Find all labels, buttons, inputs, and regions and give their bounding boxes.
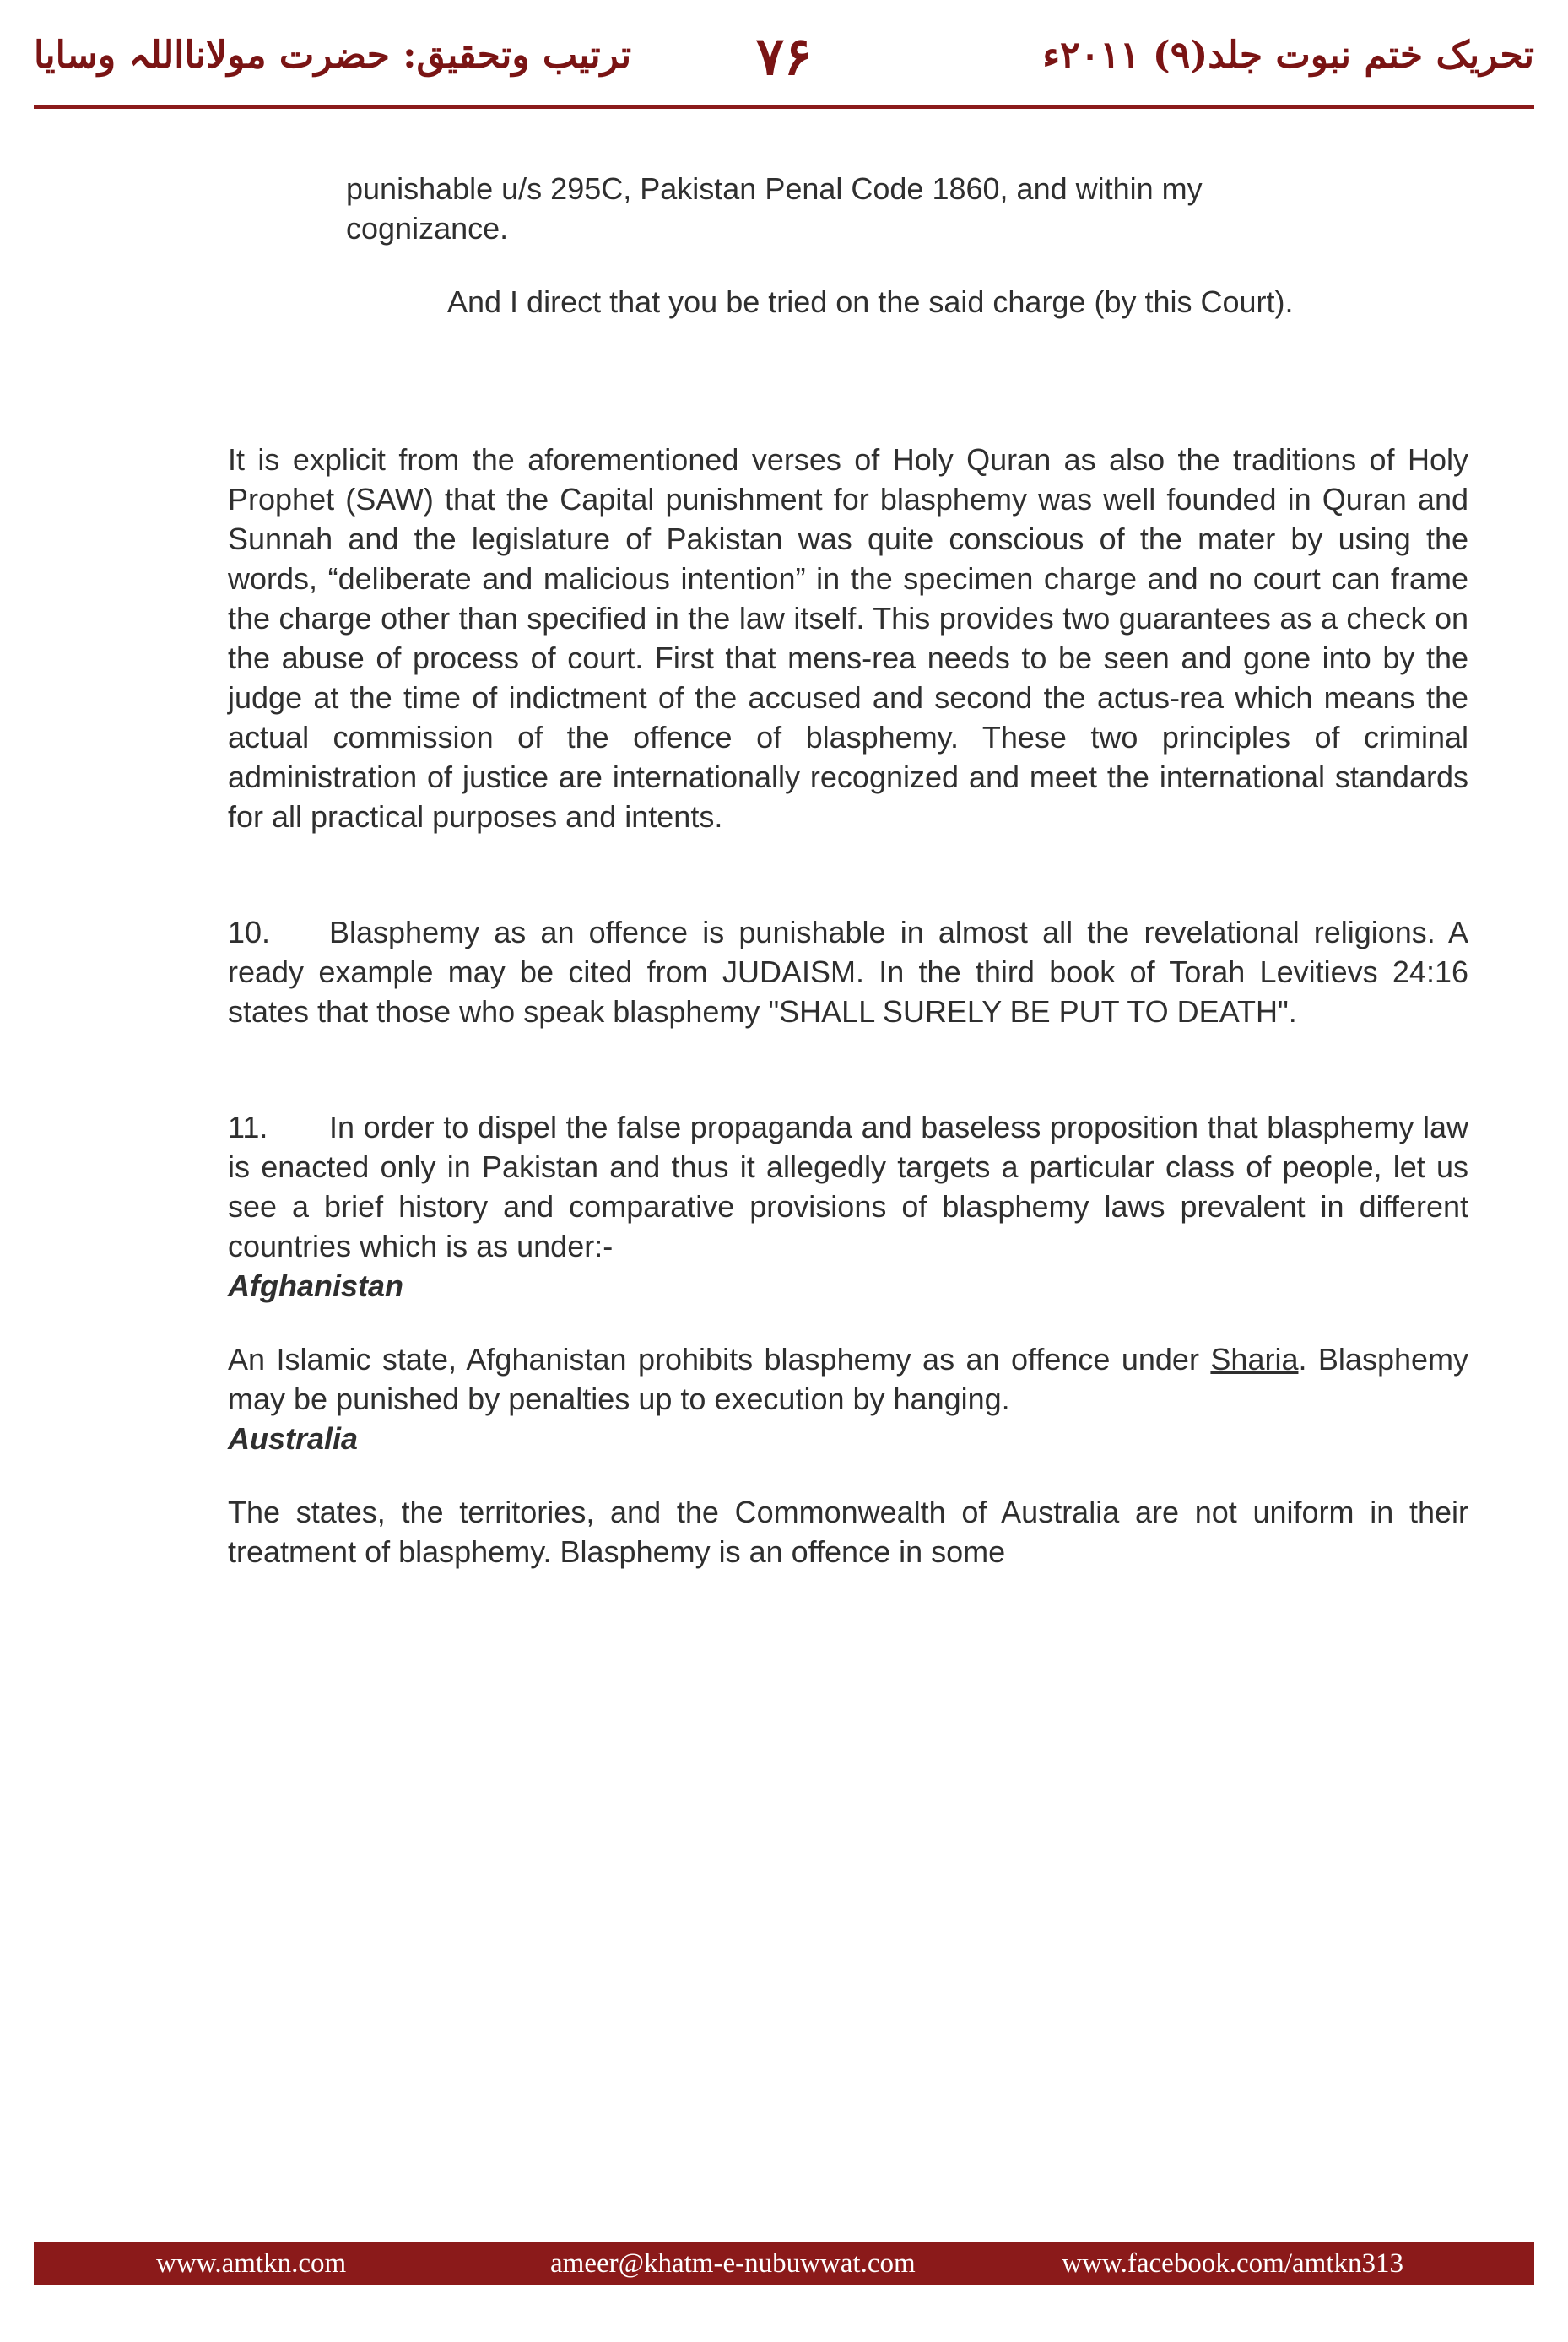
heading-australia: Australia <box>228 1421 359 1456</box>
header-book-title: تحریک ختم نبوت جلد(۹) ۲۰۱۱ء <box>1042 34 1534 77</box>
paragraph-text: In order to dispel the false propaganda and baseless proposition that blasphemy law is enacted only in Pakistan and thus it allegedly targets a particular class of people, let us see a brief history and comparative provisions of blasphemy laws prevalent in different countries which is as under:- <box>228 1110 1468 1263</box>
paragraph-explicit: It is explicit from the aforementioned verses of Holy Quran as also the traditions of Holy Prophet (SAW) that the Capital punishment for blasphemy was well founded in Quran and Sunnah and the legislature of Pakistan was quite conscious of the mater by using the words, “deliberate and malicious intention” in the specimen charge and no court can frame the charge other than specified in the law itself. This provides two guarantees as a check on the abuse of process of court. First that mens-rea needs to be seen and gone into by the judge at the time of indictment of the accused and second the actus-rea which means the actual commission of the offence of blasphemy. These two principles of criminal administration of justice are internationally recognized and meet the international standards for all practical purposes and intents. <box>228 442 1468 834</box>
paragraph-11 <box>228 1107 1468 1266</box>
paragraph-number: 11. <box>228 1110 268 1144</box>
charge-line-2: cognizance. <box>346 211 509 246</box>
header-divider <box>34 105 1534 109</box>
paragraph-number: 10. <box>228 915 271 949</box>
paragraph-10 <box>228 912 1468 1031</box>
paragraph-afghanistan <box>228 1339 1468 1419</box>
paragraph-text: Blasphemy as an offence is punishable in almost all the revelational religions. A ready example may be cited from JUDAISM. In the third book of Torah Levitievs 24:16 states that those who speak blasphemy "SHALL SURELY BE PUT TO DEATH". <box>228 915 1468 1029</box>
header-compiler: ترتیب وتحقیق: حضرت مولانااللہ وسایا <box>34 34 632 77</box>
afghanistan-text-b: . Blasphemy may be punished by penalties up to execution by hanging. <box>228 1342 1468 1416</box>
document-body <box>228 169 1468 1571</box>
facebook-link[interactable]: www.facebook.com/amtkn313 <box>1062 2248 1403 2279</box>
charge-continuation <box>228 169 1468 248</box>
page-header <box>0 0 1568 118</box>
charge-line-1: punishable u/s 295C, Pakistan Penal Code 1860, and within my <box>346 171 1203 206</box>
direction-line: And I direct that you be tried on the said charge (by this Court). <box>447 284 1294 319</box>
heading-afghanistan: Afghanistan <box>228 1268 404 1303</box>
email-link[interactable]: ameer@khatm-e-nubuwwat.com <box>550 2248 916 2279</box>
paragraph-australia: The states, the territories, and the Commonwealth of Australia are not uniform in their treatment of blasphemy. Blasphemy is an offence in some <box>228 1495 1468 1569</box>
page-footer <box>34 2242 1534 2285</box>
website-link[interactable]: www.amtkn.com <box>156 2248 347 2279</box>
page-number: ۷۶ <box>755 25 813 87</box>
afghanistan-text-a: An Islamic state, Afghanistan prohibits blasphemy as an offence under <box>228 1342 1199 1377</box>
sharia-term: Sharia <box>1210 1342 1299 1377</box>
